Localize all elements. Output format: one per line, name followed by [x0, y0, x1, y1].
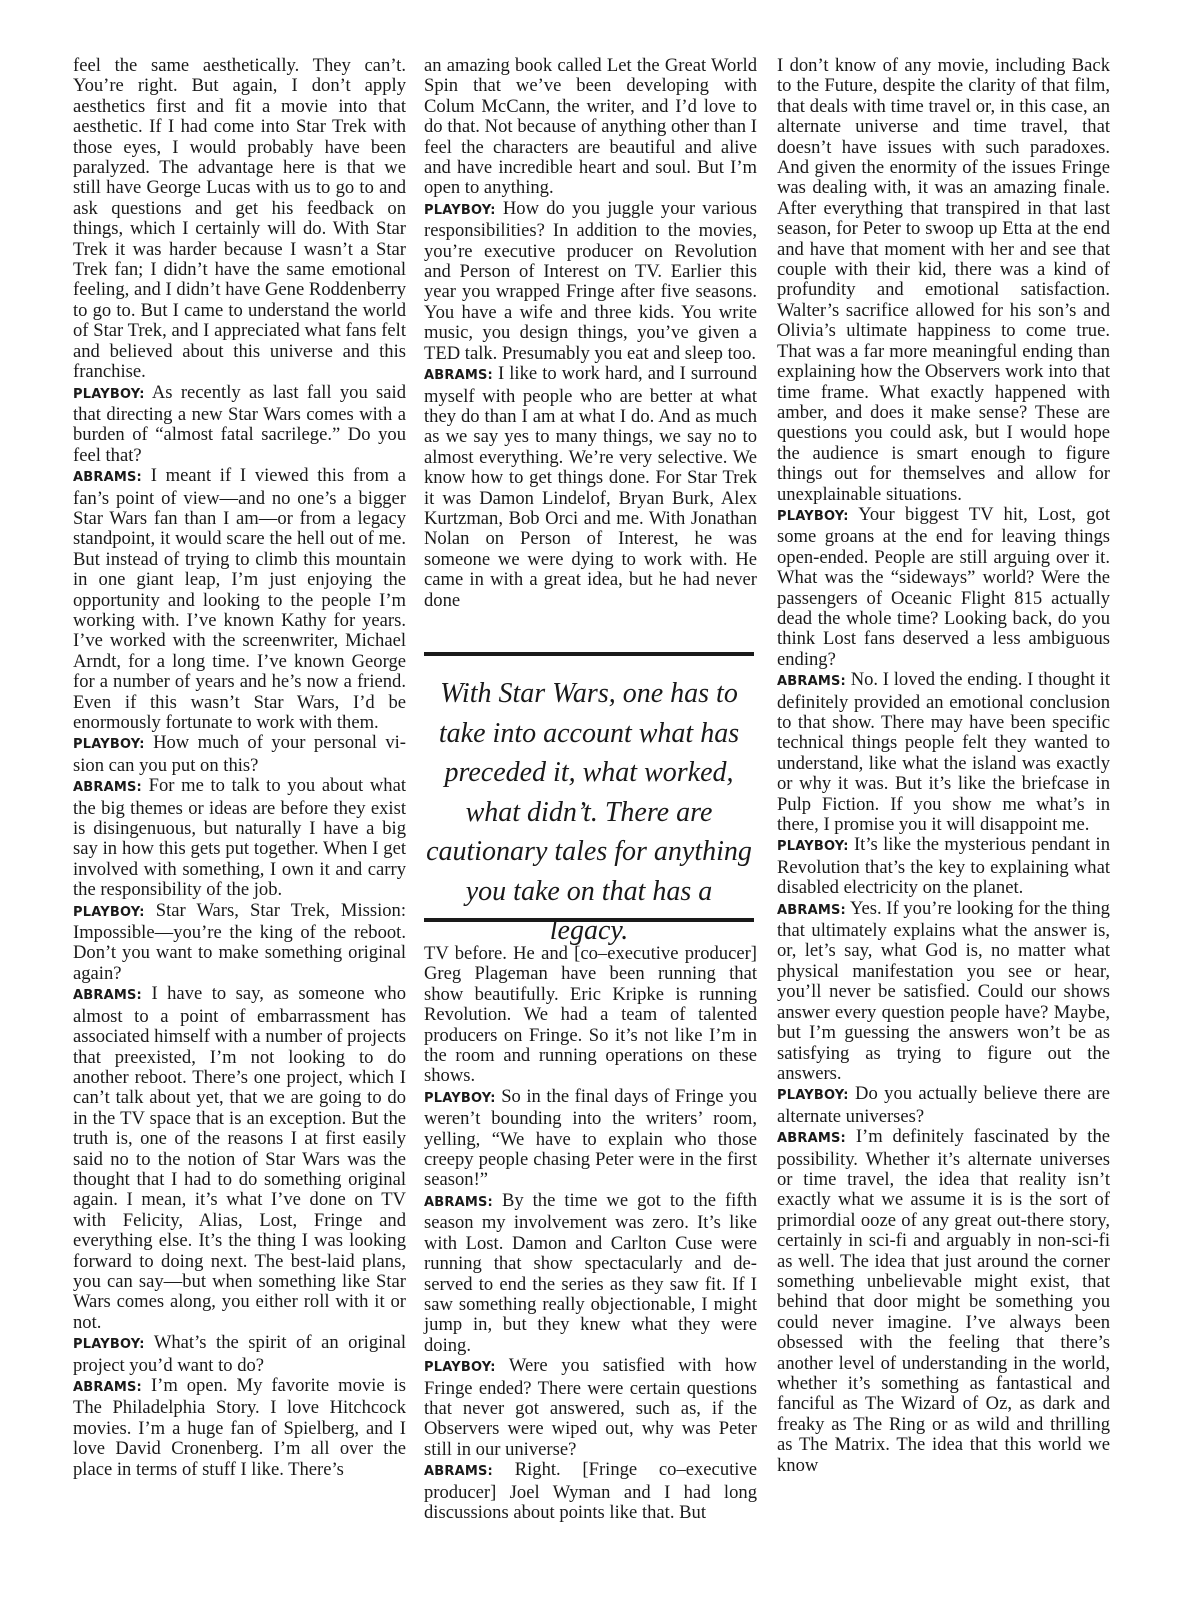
speaker-label: ABRAMS:	[73, 1380, 142, 1395]
paragraph-text: I like to work hard, and I surround myself with people who are better at what they do than I am at what I do. And as much as we say yes to many things, we say no to almost everything. We’re very selective. We know how to get things done. For Star Trek it was Damon Lindelof, Bryan Burk, Alex Kurtzman, Bob Orci and me. With Jonathan Nolan on Person of Interest, he was someone we were dying to work with. He came in with a great idea, but he had never done	[424, 363, 757, 611]
paragraph-text: For me to talk to you about what the big themes or ideas are before they exist is disingenuous, but naturally I have a big say in how this gets put together. When I get involved with something, I own it and carry the responsibility of the job.	[73, 775, 406, 901]
speaker-label: ABRAMS:	[73, 470, 142, 486]
text-column-2-top	[424, 56, 757, 611]
paragraph-text: It’s like the mysterious pendant in Revolution that’s the key to explaining what disabled electricity on the planet.	[777, 834, 1110, 899]
paragraph-text: How do you juggle your various responsibilities? In addition to the movies, you’re executive producer on Revolution and Person of Interest on TV. Earlier this year you wrapped Fringe after five seasons. You have a wife and three kids. You write music, you design things, you’ve given a TED talk. Presumably you eat and sleep too.	[424, 197, 757, 364]
interview-paragraph	[73, 1333, 406, 1376]
paragraph-text: What’s the spirit of an original project you’d want to do?	[73, 1332, 406, 1376]
paragraph-text: I’m open. My favorite movie is The Philadelphia Story. I love Hitchcock movies. I’m a huge fan of Spielberg, and I love David Cronenberg. I’m all over the place in terms of stuff I like. There’s	[73, 1375, 406, 1480]
paragraph-text: So in the final days of Fringe you weren’t bounding into the writers’ room, yelling, “We have to explain who those creepy people chasing Peter were in the first season!”	[424, 1085, 757, 1191]
interview-paragraph	[424, 1087, 757, 1191]
paragraph-text: I don’t know of any movie, including Back to the Future, despite the clarity of that film, that deals with time travel or, in this case, an alternate universe and time travel, that doesn’t have issues with such paradoxes. And given the enormity of the issues Fringe was dealing with, it was an amazing finale. After everything that transpired in that last season, for Peter to swoop up Etta at the end and have that moment with her and see that couple with their kid, there was a kind of profundity and emotional satisfaction. Walter’s sacrifice allowed for his son’s and Olivia’s ultimate happiness to come true. That was a far more meaningful ending than explaining how the Observers work into that time frame. What exactly happened with amber, and does it make sense? These are questions you could ask, but I would hope the audience is smart enough to figure things out for themselves and allow for unexplainable situations.	[777, 55, 1110, 505]
continued-paragraph	[73, 56, 406, 383]
interview-paragraph	[73, 776, 406, 900]
speaker-label: ABRAMS:	[777, 674, 846, 690]
pull-quote	[424, 652, 754, 946]
speaker-label: ABRAMS:	[73, 988, 142, 1004]
text-column-2-bottom	[424, 944, 757, 1523]
paragraph-text: Star Wars, Star Trek, Mission: Impossible—you’re the king of the reboot. Don’t you want to make something original again?	[73, 899, 407, 984]
paragraph-text: Your biggest TV hit, Lost, got some groans at the end for leaving things open-ended. People are still arguing over it. What was the “sideways” world? Were the passengers of Oceanic Flight 815 actually dead the whole time? Looking back, do you think Lost fans deserved a less ambiguous ending?	[777, 503, 1110, 670]
paragraph-text: Yes. If you’re looking for the thing that ultimately explains what the answer is, or, let’s say, what God is, no matter what physical manifestation you see or hear, you’ll never be satisfied. Could our shows answer every question people have? Maybe, but I’m guessing the answers won’t be as satisfying as trying to figure out the answers.	[777, 897, 1110, 1084]
paragraph-text: As recently as last fall you said that directing a new Star Wars comes with a burden of “almost fatal sacrilege.” Do you feel that?	[73, 381, 406, 466]
paragraph-text: Were you satisfied with how Fringe ended? There were certain questions that never got answered, such as, if the Observers were wiped out, why was Peter still in our universe?	[424, 1355, 757, 1460]
interview-paragraph	[777, 1084, 1110, 1127]
continued-paragraph	[424, 944, 757, 1087]
speaker-label: PLAYBOY:	[777, 1088, 849, 1104]
speaker-label: ABRAMS:	[777, 902, 846, 918]
text-column-1	[73, 56, 406, 1480]
paragraph-text: How much of your personal vision can you put on this?	[73, 732, 406, 776]
interview-paragraph	[777, 670, 1110, 835]
paragraph-text: By the time we got to the fifth season my involvement was zero. It’s like with Lost. Damon and Carlton Cuse were running that show spectacularly and deserved to end the series as they saw fit. If I saw something really objectionable, I might jump in, but they knew what they were doing.	[424, 1189, 757, 1356]
paragraph-text: TV before. He and [co–executive producer] Greg Plageman have been running that show beautifully. Eric Kripke is running Revolution. We had a team of talented producers on Fringe. So it’s not like I’m in the room and running operations on these shows.	[424, 943, 757, 1087]
interview-paragraph	[777, 899, 1110, 1085]
interview-paragraph	[424, 1460, 757, 1523]
speaker-label: ABRAMS:	[424, 1464, 493, 1480]
speaker-label: PLAYBOY:	[777, 508, 849, 524]
paragraph-text: Do you actually believe there are alternate universes?	[777, 1083, 1111, 1127]
text-column-3	[777, 56, 1110, 1476]
speaker-label: PLAYBOY:	[424, 1090, 496, 1106]
interview-paragraph	[73, 1376, 406, 1480]
interview-paragraph	[777, 835, 1110, 898]
interview-paragraph	[777, 505, 1110, 670]
speaker-label: PLAYBOY:	[73, 904, 145, 920]
interview-paragraph	[73, 383, 406, 467]
interview-paragraph	[73, 901, 406, 985]
speaker-label: PLAYBOY:	[777, 839, 849, 855]
interview-paragraph	[424, 199, 757, 364]
interview-paragraph	[73, 733, 406, 776]
speaker-label: PLAYBOY:	[73, 737, 145, 753]
speaker-label: PLAYBOY:	[73, 386, 145, 402]
interview-paragraph	[777, 1127, 1110, 1476]
continued-paragraph	[424, 56, 757, 199]
interview-paragraph	[424, 1356, 757, 1460]
paragraph-text: No. I loved the ending. I thought it definitely provided an emotional conclusion to that show. There may have been specific technical things people felt they wanted to understand, like what the island was exactly or why it was. But it’s like the briefcase in Pulp Fiction. If you show me what’s in there, I promise you it will disappoint me.	[777, 669, 1110, 836]
speaker-label: PLAYBOY:	[73, 1337, 145, 1353]
speaker-label: ABRAMS:	[777, 1131, 846, 1147]
interview-paragraph	[424, 1191, 757, 1356]
paragraph-text: feel the same aesthetically. They can’t. You’re right. But again, I don’t apply aesthetics first and fit a movie into that aesthetic. If I had come into Star Trek with those eyes, I would probably have been paralyzed. The advantage here is that we still have George Lucas with us to go to and ask questions and get his feedback on things, which I certainly will do. With Star Trek it was harder because I wasn’t a Star Trek fan; I didn’t have the same emotional feeling, and I didn’t have Gene Roddenberry to go to. But I came to understand the world of Star Trek, and I appreciated what fans felt and believed about this universe and this franchise.	[73, 55, 406, 383]
speaker-label: ABRAMS:	[73, 780, 142, 796]
paragraph-text: an amazing book called Let the Great World Spin that we’ve been developing with Colum McCann, the writer, and I’d love to do that. Not because of anything other than I feel the characters are beautiful and alive and have incredible heart and soul. But I’m open to anything.	[424, 55, 757, 199]
speaker-label: PLAYBOY:	[424, 1360, 496, 1376]
pull-quote-text: With Star Wars, one has to take into account what has preceded it, what worked, what didn’t. There are cautionary tales for anything you take on that has a legacy.	[426, 678, 752, 946]
speaker-label: ABRAMS:	[424, 1194, 493, 1210]
paragraph-text: I have to say, as someone who almost to a point of embarrassment has associated himself with a number of projects that preexisted, I’m not looking to do another reboot. There’s one project, which I can’t talk about yet, that we are going to do in the TV space that is an exception. But the truth is, one of the reasons I at first easily said no to the notion of Star Wars was the thought that I had to do something original again. I mean, it’s what I’ve done on TV with Felicity, Alias, Lost, Fringe and everything else. It’s the thing I was looking forward to doing next. The best-laid plans, you can say—but when something like Star Wars comes along, you either roll with it or not.	[73, 983, 406, 1333]
interview-paragraph	[424, 364, 757, 611]
paragraph-text: I meant if I viewed this from a fan’s point of view—and no one’s a bigger Star Wars fan than I am—or from a legacy standpoint, it would scare the hell out of me. But instead of trying to climb this mountain in one giant leap, I’m just enjoying the opportunity and looking to the people I’m working with. I’ve known Kathy for years. I’ve worked with the screenwriter, Michael Arndt, for a long time. I’ve known George for a number of years and he’s now a friend. Even if this wasn’t Star Wars, I’d be enormously fortunate to work with them.	[73, 465, 406, 733]
interview-paragraph	[73, 466, 406, 733]
speaker-label: PLAYBOY:	[424, 202, 496, 218]
paragraph-text: Right. [Fringe co–executive producer] Joel Wyman and I had long discussions about points like that. But	[424, 1459, 757, 1523]
interview-paragraph	[73, 984, 406, 1333]
continued-paragraph	[777, 56, 1110, 505]
paragraph-text: I’m definitely fascinated by the possibility. Whether it’s alternate universes or time travel, the idea that reality isn’t exactly what we assume it is is the sort of primordial ooze of any great out-there story, certainly in sci-fi and arguably in non-sci-fi as well. The idea that just around the corner something unbelievable might exist, that behind that door might be something you could never imagine. I’ve always been obsessed with the feeling that there’s another level of understanding in the world, whether it’s something as fantastical and fanciful as The Wizard of Oz, as dark and freaky as The Ring or as wild and thrilling as The Matrix. The idea that this world we know	[777, 1126, 1110, 1476]
speaker-label: ABRAMS:	[424, 368, 493, 384]
